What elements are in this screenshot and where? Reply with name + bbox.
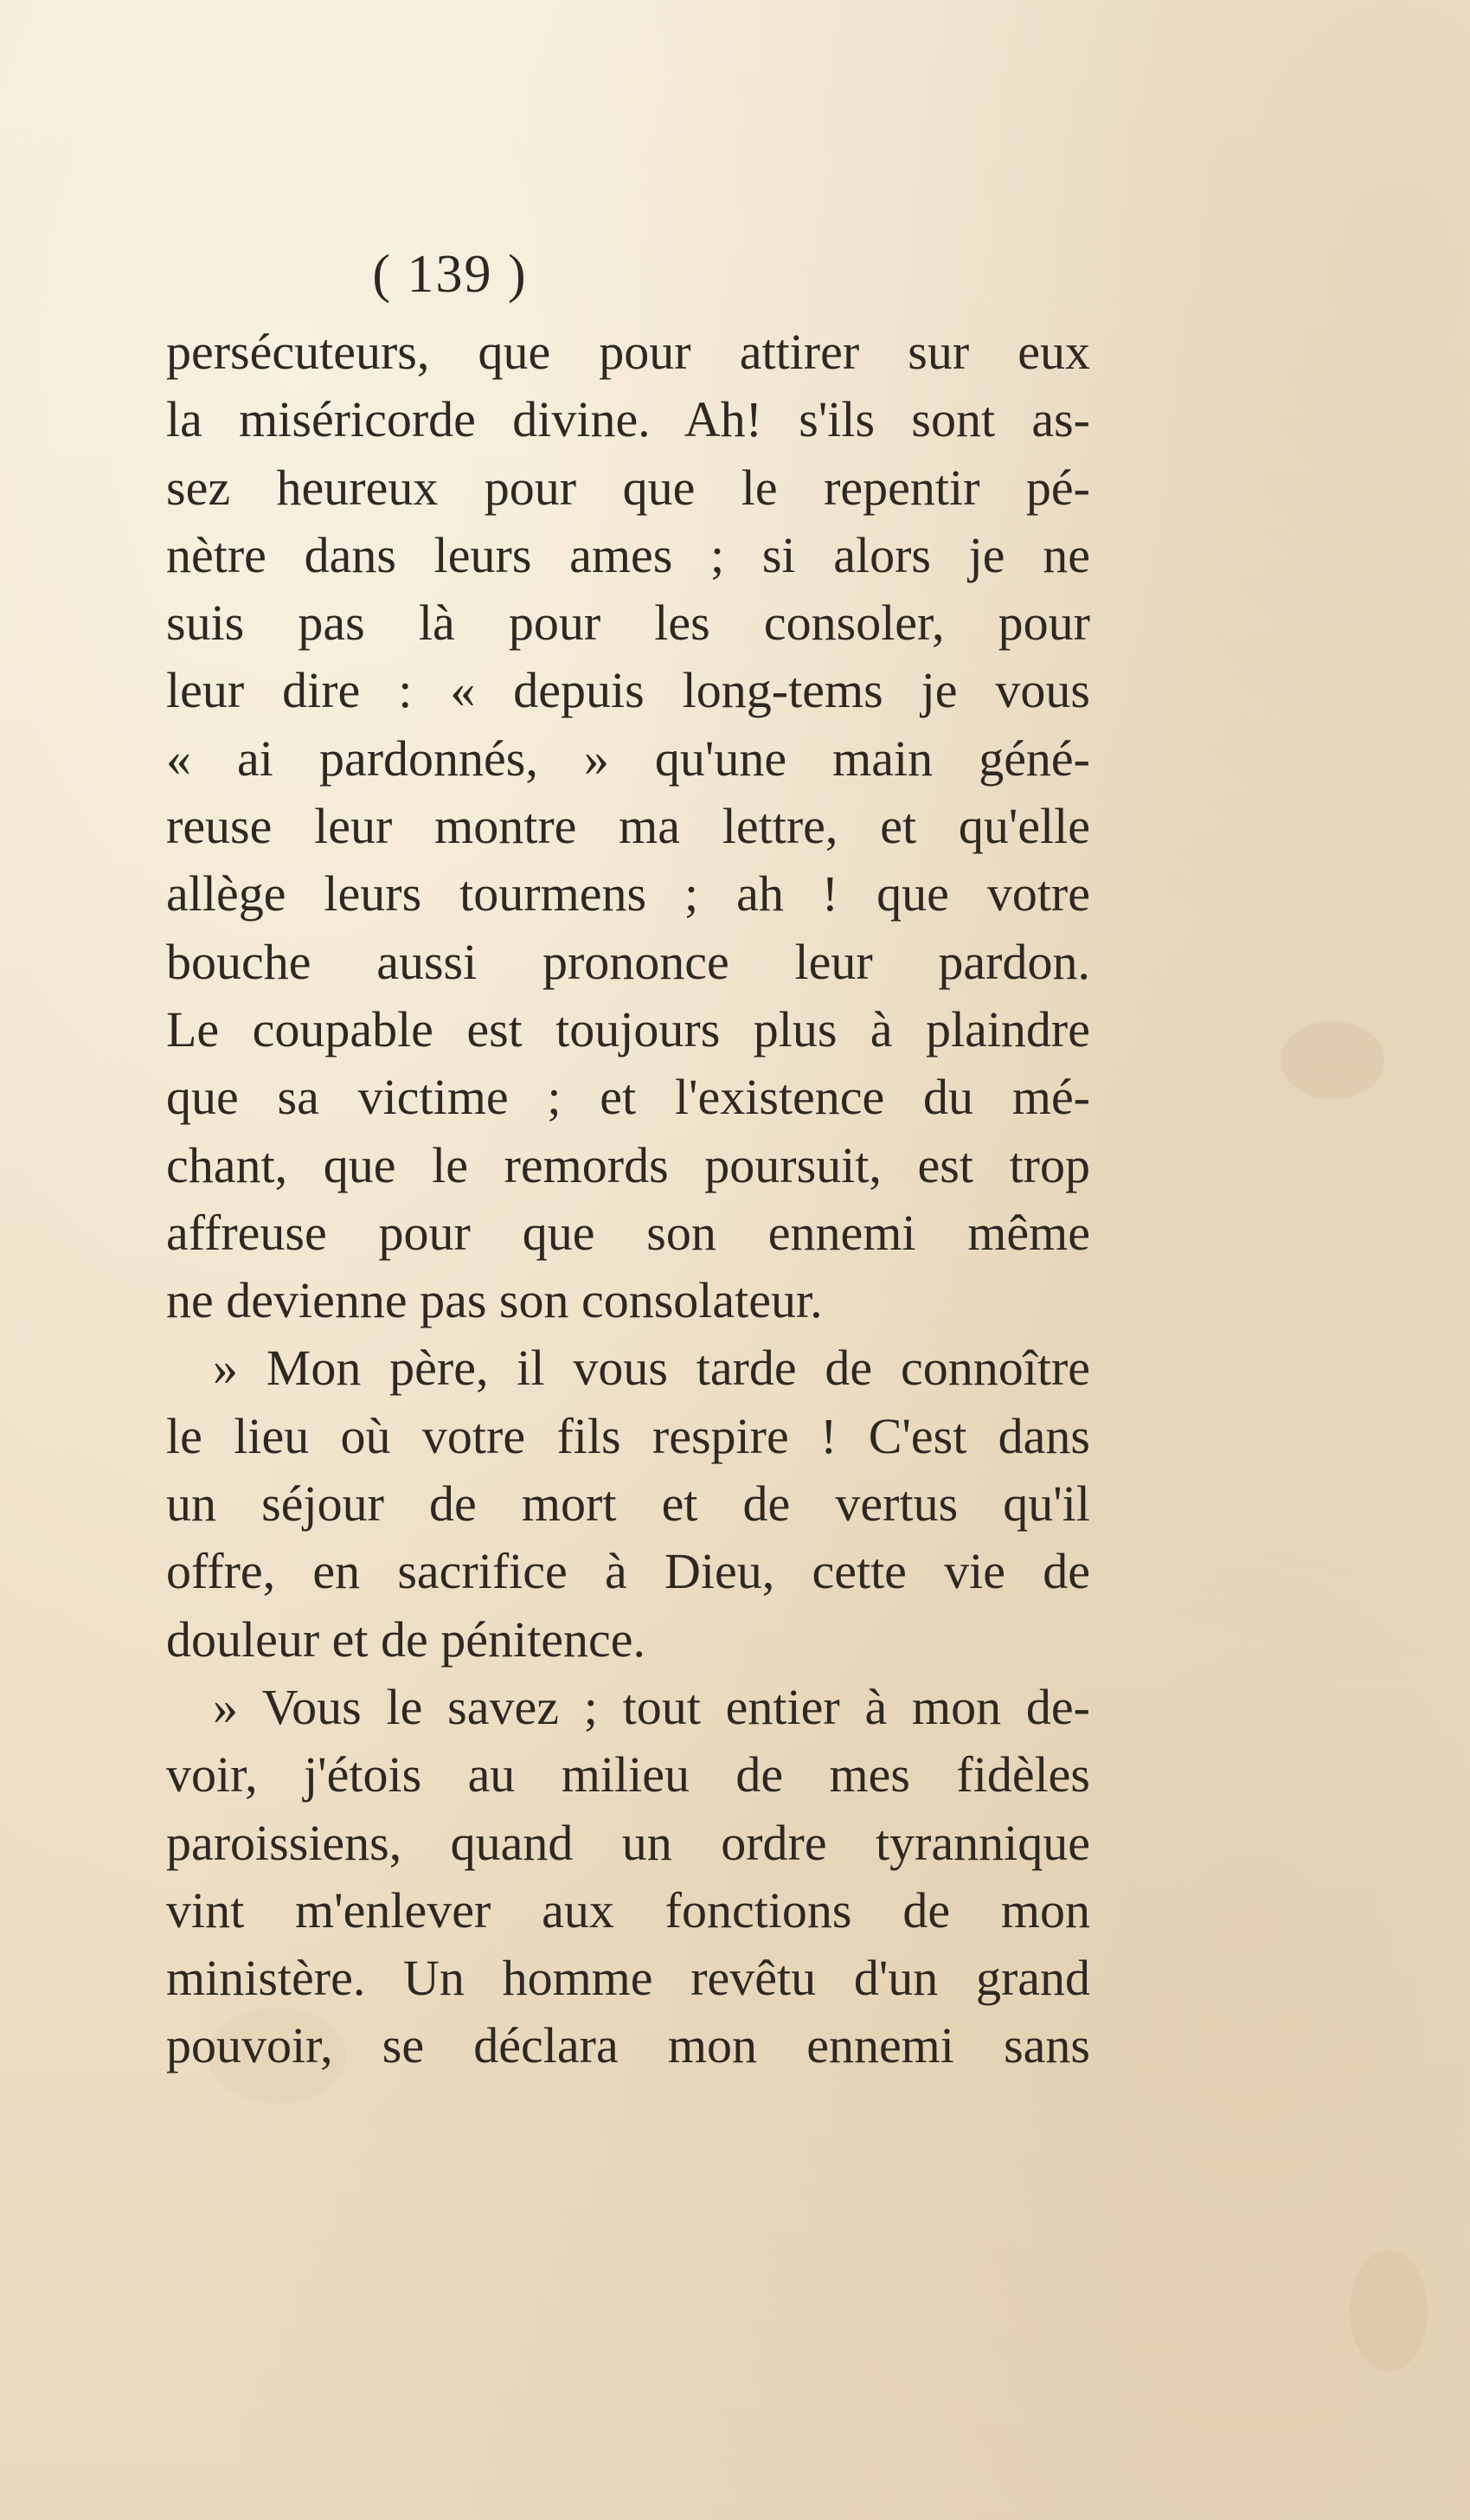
text-line: voir, j'étois au milieu de mes fidèles [166,1746,1090,1803]
text-line: nètre dans leurs ames ; si alors je ne [166,526,1090,583]
text-line: bouche aussi prononce leur pardon. [166,933,1090,990]
text-line: pouvoir, se déclara mon ennemi sans [166,2017,1090,2074]
text-line: paroissiens, quand un ordre tyrannique [166,1814,1090,1871]
text-line: allège leurs tourmens ; ah ! que votre [166,865,1090,922]
text-line: affreuse pour que son ennemi même [166,1204,1090,1261]
text-line: » Mon père, il vous tarde de connoître [213,1340,1090,1397]
text-line: le lieu où votre fils respire ! C'est dans [166,1407,1090,1464]
text-line: offre, en sacrifice à Dieu, cette vie de [166,1543,1090,1600]
text-line: un séjour de mort et de vertus qu'il [166,1475,1090,1533]
text-line: la miséricorde divine. Ah! s'ils sont as- [166,391,1090,448]
text-line: ministère. Un homme revêtu d'un grand [166,1950,1090,2007]
text-line: suis pas là pour les consoler, pour [166,595,1090,652]
text-line: reuse leur montre ma lettre, et qu'elle [166,798,1090,855]
text-line: « ai pardonnés, » qu'une main géné- [166,730,1090,787]
body-text [166,318,1090,2080]
text-line: ne devienne pas son consolateur. [166,1272,823,1329]
text-line: persécuteurs, que pour attirer sur eux [166,324,1090,380]
paper-stain [1350,2250,1428,2371]
paper-stain [1281,1021,1384,1099]
page-number: ( 139 ) [372,245,528,304]
text-line: chant, que le remords poursuit, est trop [166,1136,1090,1193]
text-line: » Vous le savez ; tout entier à mon de- [213,1678,1090,1735]
text-line: douleur et de pénitence. [166,1610,645,1668]
text-line: Le coupable est toujours plus à plaindre [166,1000,1090,1058]
text-line: sez heureux pour que le repentir pé- [166,459,1090,516]
text-line: vint m'enlever aux fonctions de mon [166,1881,1090,1938]
text-line: leur dire : « depuis long-tems je vous [166,662,1090,719]
text-line: que sa victime ; et l'existence du mé- [166,1069,1090,1126]
